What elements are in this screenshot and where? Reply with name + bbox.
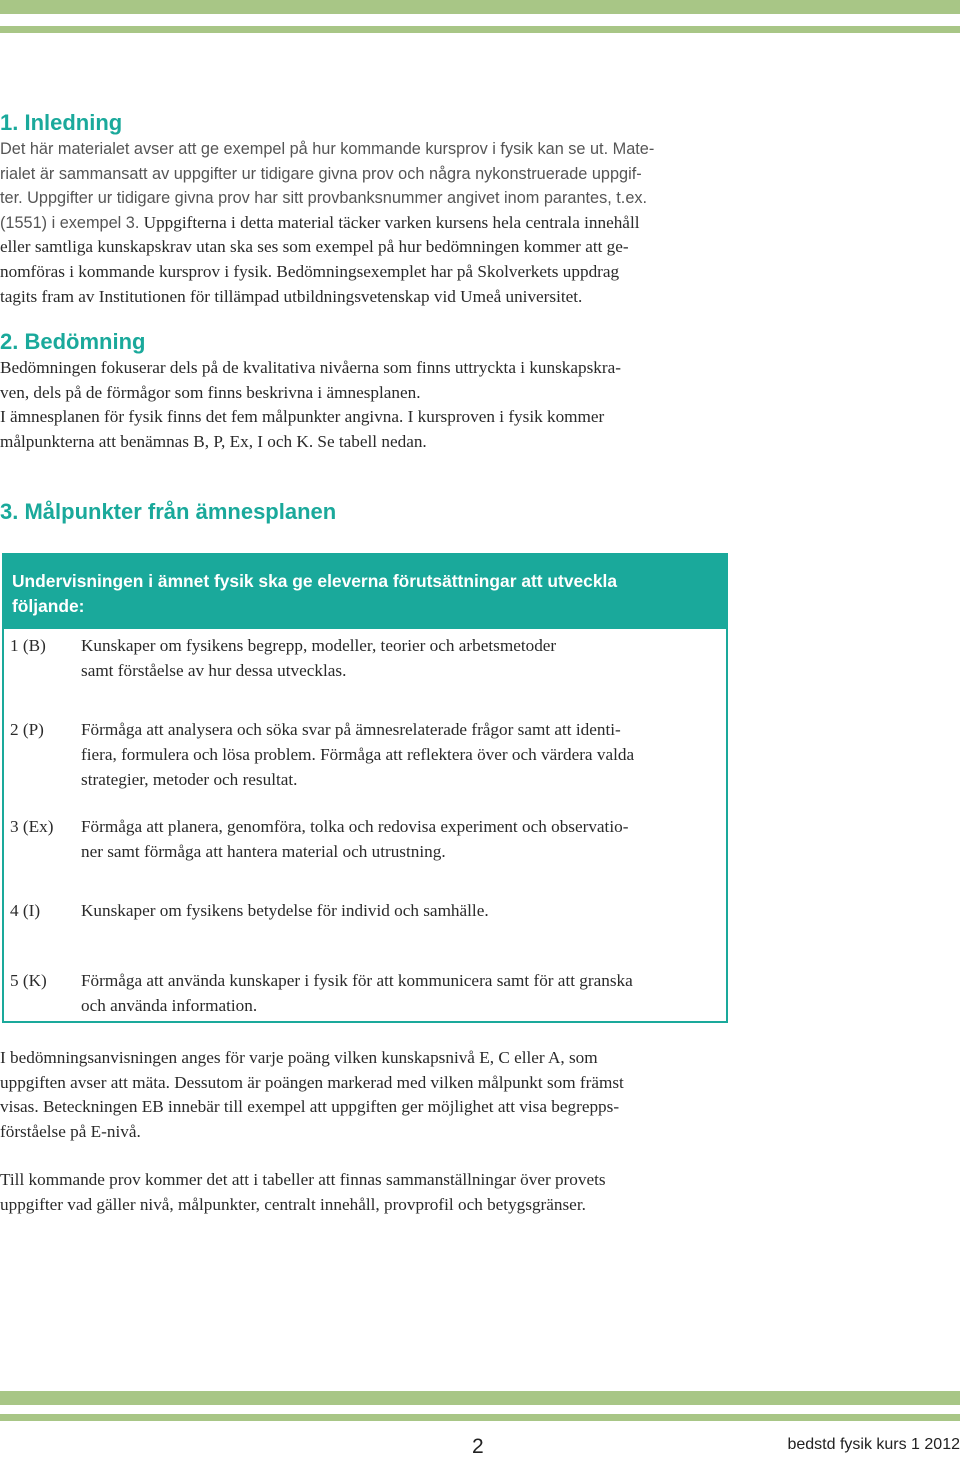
closing-paragraph [0,1168,735,1217]
after-table-paragraph [0,1046,735,1144]
assessment-line: målpunkterna att benämnas B, P, Ex, I och K. Se tabell nedan. [0,431,427,451]
page-number: 2 [472,1435,484,1458]
goal-text [81,634,726,684]
goal-text [81,718,726,792]
assessment-line: Bedömningen fokuserar dels på de kvalitativa nivåerna som finns uttryckta i kunskapskra- [0,358,621,377]
goals-heading: 3. Målpunkter från ämnesplanen [0,499,337,524]
goal-text-line: och använda information. [81,995,258,1015]
goal-text-line: fiera, formulera och lösa problem. Förmåga att reflektera över och värdera valda [81,744,635,764]
goals-table [2,553,728,1023]
closing-line: Till kommande prov kommer det att i tabeller att finnas sammanställningar över provets [0,1170,606,1189]
goal-code: 1 (B) [10,636,46,655]
goal-text [81,899,726,924]
goal-text-line: Kunskaper om fysikens begrepp, modeller, teorier och arbetsmetoder [81,636,557,655]
intro-line: ter. Uppgifter ur tidigare givna prov har sitt provbanksnummer angivet inom parantes, t.ex. [0,189,648,208]
top-stripe-thin [0,26,960,33]
goal-text [81,969,726,1019]
goal-code: 4 (I) [10,901,41,920]
intro-heading: 1. Inledning [0,110,123,135]
goal-text-line: Förmåga att använda kunskaper i fysik för att kommunicera samt för att granska [81,971,633,990]
document-label: bedstd fysik kurs 1 2012 [787,1436,960,1453]
intro-line: Uppgifterna i detta material täcker varken kursens hela centrala innehåll [139,212,640,232]
intro-line: Det här materialet avser att ge exempel på hur kommande kursprov i fysik kan se ut. Mate- [0,140,655,158]
top-stripe-thick [0,0,960,14]
goal-text-line: ner samt förmåga att hantera material och utrustning. [81,841,446,861]
goal-text-line: samt förståelse av hur dessa utvecklas. [81,660,347,680]
goal-text-line: Förmåga att analysera och söka svar på ämnesrelaterade frågor samt att identi- [81,720,621,739]
intro-line: eller samtliga kunskapskrav utan ska ses som exempel på hur bedömningen kommer att ge- [0,237,629,257]
goal-code: 3 (Ex) [10,817,54,836]
after-table-line: visas. Beteckningen EB innebär till exempel att uppgiften ger möjlighet att visa begrepps- [0,1097,620,1117]
after-table-line: I bedömningsanvisningen anges för varje poäng vilken kunskapsnivå E, C eller A, som [0,1048,598,1067]
goals-table-header [4,555,726,629]
after-table-line: förståelse på E-nivå. [0,1121,141,1141]
assessment-paragraph [0,356,735,454]
assessment-heading: 2. Bedömning [0,329,146,354]
assessment-line: I ämnesplanen för fysik finns det fem målpunkter angivna. I kursproven i fysik kommer [0,407,605,427]
goal-code: 5 (K) [10,971,47,990]
goal-text-line: Förmåga att planera, genomföra, tolka och redovisa experiment och observatio- [81,817,629,836]
goals-header-line: följande: [12,596,85,616]
intro-line: rialet är sammansatt av uppgifter ur tidigare givna prov och några nykonstruerade uppgif- [0,164,642,183]
goal-code: 2 (P) [10,720,44,739]
intro-paragraph [0,137,735,309]
intro-line: tagits fram av Institutionen för tillämpad utbildningsvetenskap vid Umeå universitet. [0,286,583,306]
assessment-line: ven, dels på de förmågor som finns beskrivna i ämnesplanen. [0,382,421,402]
goals-header-line: Undervisningen i ämnet fysik ska ge eleverna förutsättningar att utveckla [12,571,618,591]
goal-text-line: strategier, metoder och resultat. [81,769,298,789]
intro-line: (1551) i exempel 3. [0,213,140,232]
closing-line: uppgifter vad gäller nivå, målpunkter, centralt innehåll, provprofil och betygsgränser. [0,1194,586,1214]
intro-line: nomföras i kommande kursprov i fysik. Bedömningsexemplet har på Skolverkets uppdrag [0,261,620,281]
goal-text-line: Kunskaper om fysikens betydelse för individ och samhälle. [81,901,489,920]
goal-text [81,815,726,865]
bottom-stripe-thick [0,1391,960,1405]
bottom-stripe-thin [0,1414,960,1421]
after-table-line: uppgiften avser att mäta. Dessutom är poängen markerad med vilken målpunkt som främst [0,1072,624,1092]
